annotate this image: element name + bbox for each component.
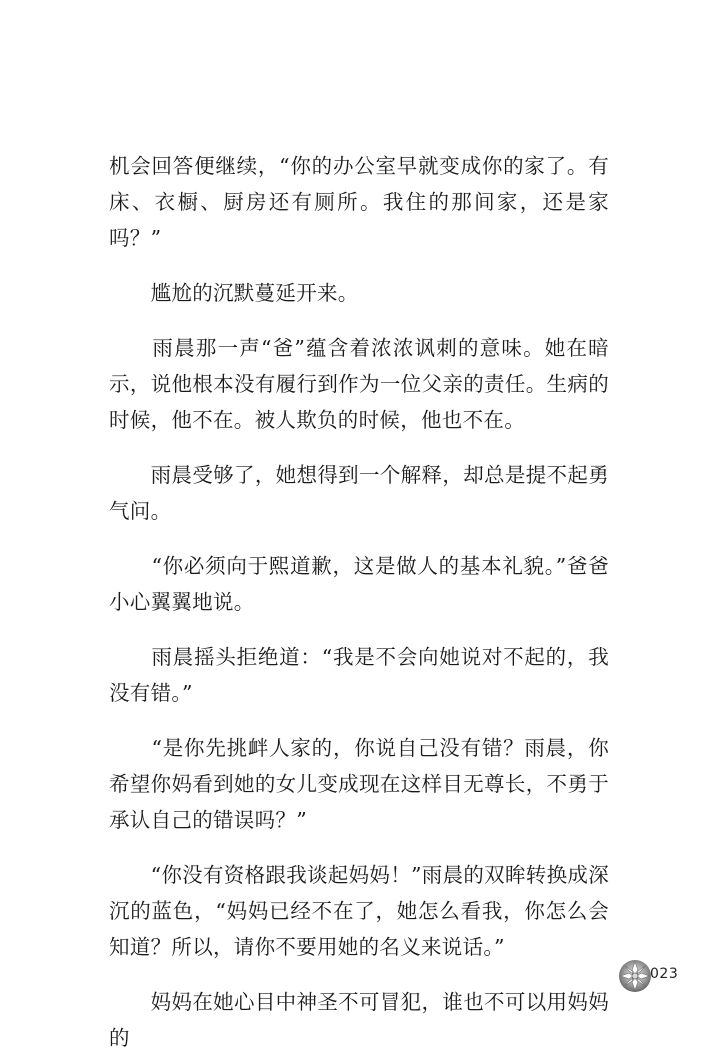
paragraph: “是你先挑衅人家的，你说自己没有错？雨晨，你希望你妈看到她的女儿变成现在这样目无尊长，不勇于承认自己的错误吗？”: [109, 736, 609, 832]
page-number: 023: [650, 966, 679, 982]
paragraph: 雨晨受够了，她想得到一个解释，却总是提不起勇气问。: [109, 463, 609, 523]
paragraph: 尴尬的沉默蔓延开来。: [109, 281, 359, 305]
paragraph: “你必须向于熙道歉，这是做人的基本礼貌。”爸爸小心翼翼地说。: [109, 554, 609, 614]
paragraph: “你没有资格跟我谈起妈妈！”雨晨的双眸转换成深沉的蓝色，“妈妈已经不在了，她怎么看我，你怎么会知道？所以，请你不要用她的名义来说话。”: [109, 863, 609, 959]
paragraph: 机会回答便继续，“你的办公室早就变成你的家了。有床、衣橱、厨房还有厕所。我住的那间家，还是家吗？”: [109, 154, 609, 250]
paragraph: 雨晨摇头拒绝道：“我是不会向她说对不起的，我没有错。”: [109, 645, 609, 705]
paragraph: 雨晨那一声“爸”蕴含着浓浓讽刺的意味。她在暗示，说他根本没有履行到作为一位父亲的责任。生病的时候，他不在。被人欺负的时候，他也不在。: [109, 336, 609, 432]
diamond-flower-icon: [617, 956, 653, 996]
paragraph: 妈妈在她心目中神圣不可冒犯，谁也不可以用妈妈的: [109, 990, 609, 1050]
body-text: [109, 148, 609, 1056]
page-folio: [617, 956, 687, 996]
